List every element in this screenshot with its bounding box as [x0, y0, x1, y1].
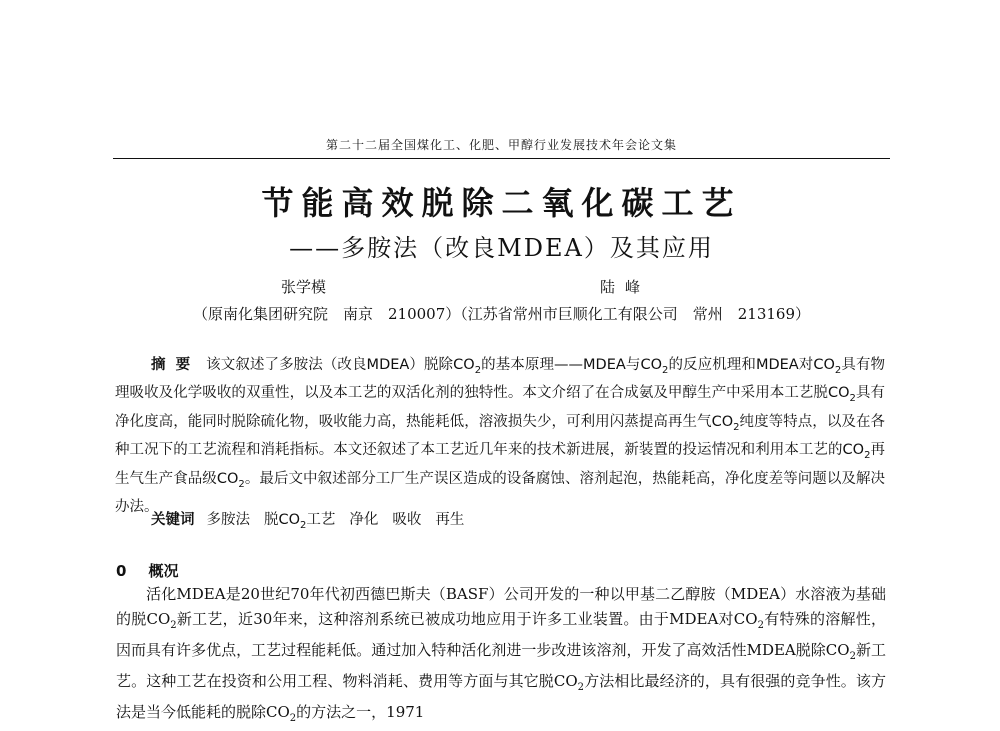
abstract — [115, 354, 885, 519]
abstract-text: 该文叙述了多胺法（改良MDEA）脱除CO — [206, 357, 475, 373]
body-text: 的方法之一，1971 — [296, 703, 425, 721]
abstract-text: 具有物理吸收及化学吸收的双重性，以及本工艺的双活化剂的独特性。本文介绍了在合成氨及甲醇生产中采用本工艺脱CO — [115, 357, 886, 402]
abstract-text: 的反应机理和MDEA对CO — [668, 357, 835, 373]
affiliations: （原南化集团研究院 南京 210007）（江苏省常州市巨顺化工有限公司 常州 213169） — [192, 305, 811, 323]
section-title: 概况 — [148, 562, 179, 580]
keyword: 吸收 — [392, 512, 422, 528]
keyword: 工艺 — [306, 512, 336, 528]
subscript: 2 — [238, 478, 245, 490]
abstract-text: 。最后文中叙述部分工厂生产误区造成的设备腐蚀、溶剂起泡，热能耗高，净化度差等问题以及解决办法。 — [115, 470, 886, 515]
subscript: 2 — [289, 713, 297, 724]
keyword: 净化 — [349, 512, 379, 528]
keywords-label: 关键词 — [151, 512, 195, 528]
abstract-text: 纯度等特点，以及在各种工况下的工艺流程和消耗指标。本文还叙述了本工艺近几年来的技术新进展，新装置的投运情况和利用本工艺的CO — [115, 413, 885, 459]
subscript: 2 — [170, 620, 177, 631]
author-1: 张学模 — [281, 278, 327, 296]
subscript: 2 — [662, 364, 669, 376]
section-number: 0 — [116, 562, 127, 580]
body-text: 新工艺。这种工艺在投资和公用工程、物料消耗、费用等方面与其它脱CO — [116, 641, 886, 690]
body-text: 有特殊的溶解性，因而具有许多优点，工艺过程能耗低。通过加入特种活化剂进一步改进该溶剂，开发了高效活性MDEA脱除CO — [116, 610, 886, 659]
body-text: 活化MDEA是20世纪70年代初西德巴斯夫（BASF）公司开发的一种以甲基二乙醇胺（MDEA）水溶液为基础的脱CO — [116, 585, 886, 628]
subscript: 2 — [300, 519, 307, 531]
keywords — [151, 508, 881, 531]
subscript: 2 — [733, 421, 740, 433]
subscript: 2 — [577, 682, 585, 693]
paper-subtitle: ——多胺法（改良MDEA）及其应用 — [289, 234, 714, 262]
subscript: 2 — [757, 620, 764, 631]
abstract-text: 具有净化度高，能同时脱除硫化物，吸收能力高，热能耗低，溶液损失少，可利用闪蒸提高再生气CO — [115, 385, 885, 430]
keyword: 再生 — [435, 512, 465, 528]
abstract-label: 摘要 — [151, 357, 201, 373]
body-text: 方法相比最经济的，具有很强的竞争性。该方法是当今低能耗的脱除CO — [116, 672, 886, 721]
subscript: 2 — [834, 364, 842, 376]
keyword: 脱CO — [264, 512, 301, 528]
body-paragraph — [116, 582, 886, 731]
author-2: 陆峰 — [600, 278, 651, 296]
keyword: 多胺法 — [206, 512, 250, 528]
header-rule — [113, 158, 890, 159]
abstract-text: 再生气生产食品级CO — [115, 442, 885, 487]
subscript: 2 — [474, 364, 482, 376]
body-text: 新工艺，近30年来，这种溶剂系统已被成功地应用于许多工业装置。由于MDEA对CO — [176, 610, 758, 628]
running-header: 第二十二届全国煤化工、化肥、甲醇行业发展技术年会论文集 — [325, 138, 677, 152]
section-heading — [116, 560, 178, 581]
subscript: 2 — [864, 450, 871, 462]
abstract-text: 的基本原理——MDEA与CO — [481, 357, 663, 373]
subscript: 2 — [849, 651, 856, 662]
subscript: 2 — [849, 393, 856, 405]
paper-title: 节能高效脱除二氧化碳工艺 — [261, 184, 742, 222]
